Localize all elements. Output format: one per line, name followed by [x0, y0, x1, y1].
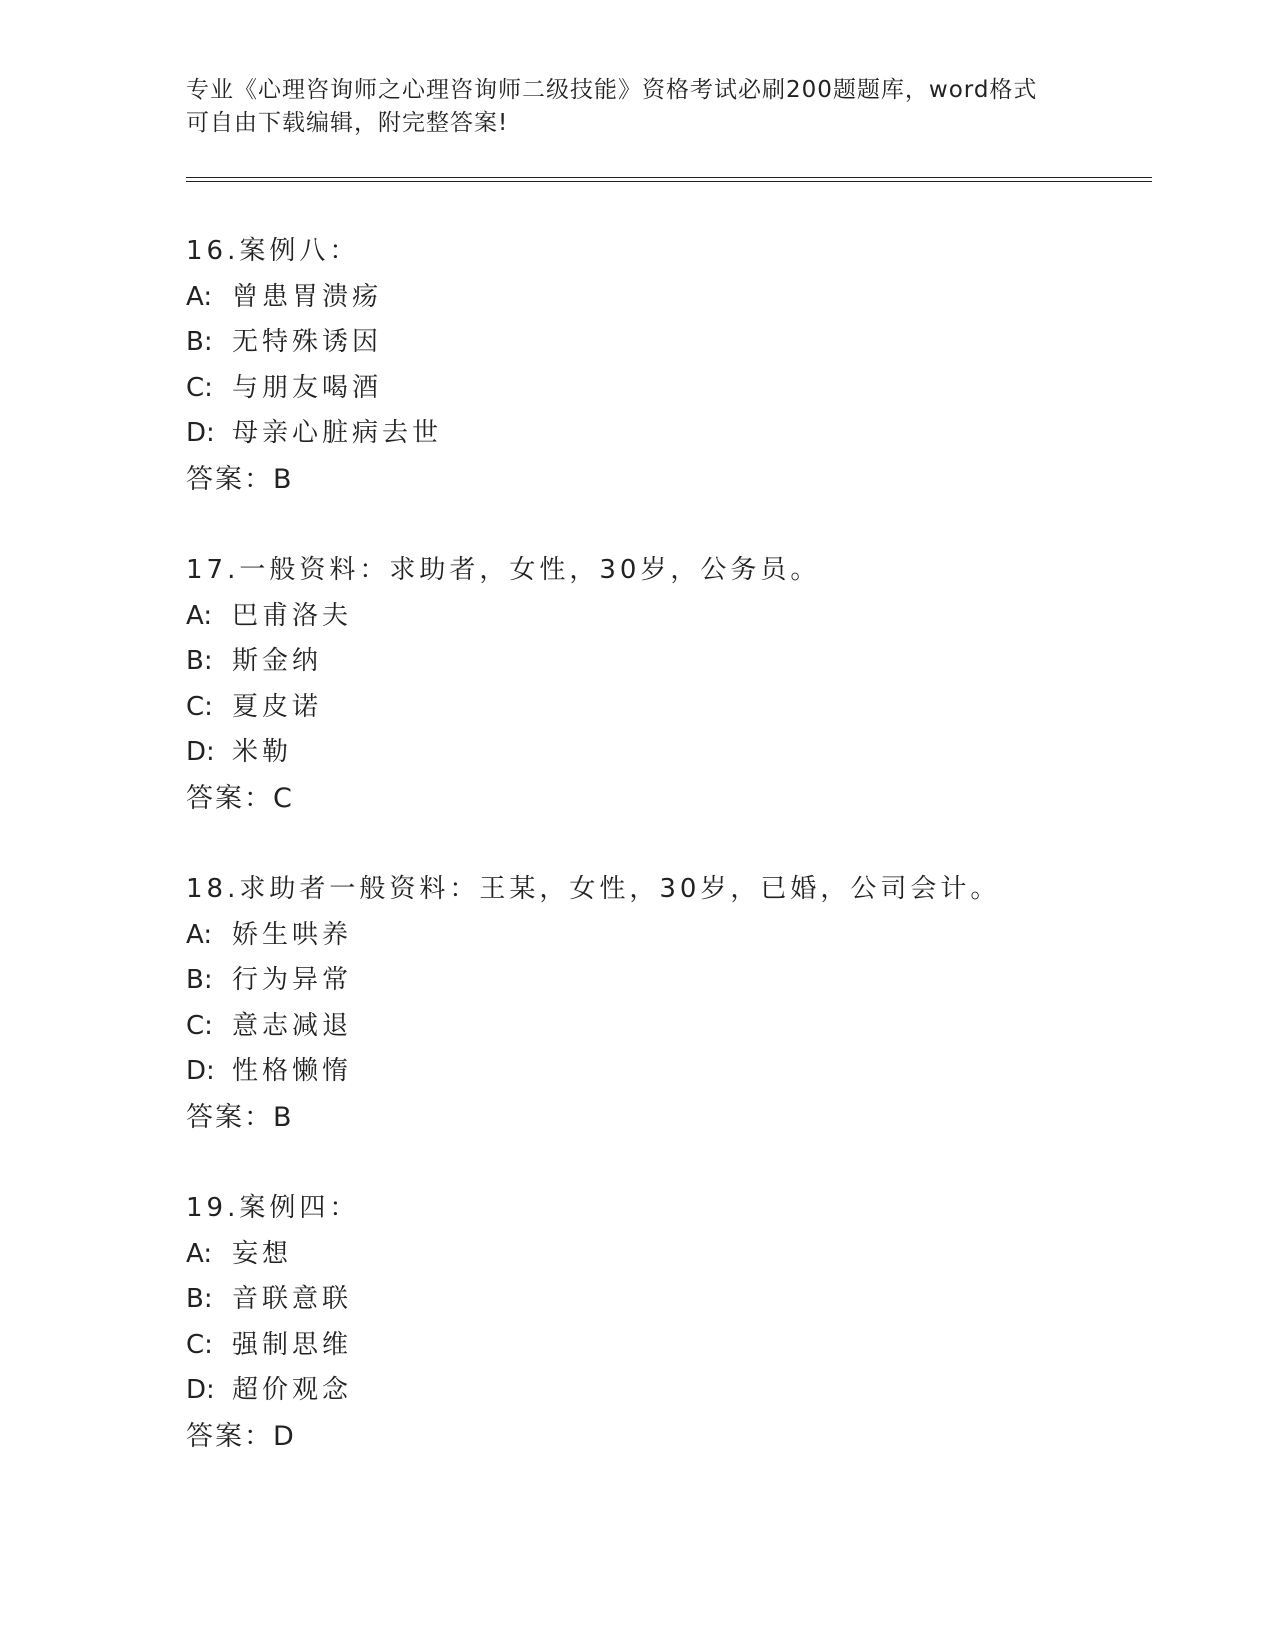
header-divider-bottom: [186, 181, 1152, 182]
option-letter: C:: [186, 372, 213, 403]
option-text: 娇生哄养: [232, 919, 353, 950]
option-a: [186, 1232, 1166, 1278]
question-18: [186, 867, 1166, 1140]
option-text: 米勒: [232, 737, 293, 767]
option-text: 意志减退: [232, 1010, 353, 1041]
option-letter: C:: [186, 1010, 213, 1041]
answer-label: 答案：: [186, 1101, 273, 1133]
answer-value: C: [273, 782, 293, 814]
answer-label: 答案：: [186, 463, 273, 495]
option-text: 夏皮诺: [232, 691, 323, 722]
option-text: 曾患胃溃疡: [232, 281, 383, 312]
option-text: 性格懒惰: [232, 1056, 353, 1086]
question-stem: 17.一般资料：求助者，女性，30岁，公务员。: [186, 555, 821, 585]
answer-line: [186, 457, 1166, 503]
option-c: [186, 1323, 1166, 1369]
option-text: 无特殊诱因: [232, 327, 383, 357]
option-d: [186, 411, 1166, 457]
answer-line: [186, 1095, 1166, 1141]
option-c: [186, 685, 1166, 731]
option-a: [186, 913, 1166, 959]
answer-value: B: [273, 463, 293, 495]
option-d: [186, 730, 1166, 776]
answer-value: B: [273, 1101, 293, 1133]
header-divider-top: [186, 177, 1152, 178]
question-stem: 19.案例四：: [186, 1193, 360, 1223]
answer-line: [186, 1414, 1166, 1460]
answer-value: D: [273, 1420, 295, 1452]
question-stem: 16.案例八：: [186, 236, 360, 266]
option-letter: B:: [186, 327, 213, 357]
option-b: [186, 320, 1166, 366]
option-b: [186, 1277, 1166, 1323]
question-stem: 18.求助者一般资料：王某，女性，30岁，已婚，公司会计。: [186, 874, 1001, 904]
option-letter: A:: [186, 600, 213, 631]
answer-label: 答案：: [186, 782, 273, 814]
header-line-1: 专业《心理咨询师之心理咨询师二级技能》资格考试必刷200题题库，word格式: [186, 77, 1038, 103]
question-17: [186, 548, 1166, 821]
option-text: 斯金纳: [232, 646, 323, 676]
option-d: [186, 1368, 1166, 1414]
option-b: [186, 639, 1166, 685]
option-text: 超价观念: [232, 1375, 353, 1405]
option-d: [186, 1049, 1166, 1095]
option-text: 行为异常: [232, 965, 353, 995]
option-text: 母亲心脏病去世: [232, 418, 443, 448]
option-text: 巴甫洛夫: [232, 600, 353, 631]
option-c: [186, 366, 1166, 412]
option-text: 音联意联: [232, 1284, 353, 1314]
document-header: [186, 74, 1086, 140]
option-letter: A:: [186, 1238, 213, 1269]
option-letter: D:: [186, 418, 215, 448]
question-19: [186, 1186, 1166, 1459]
option-text: 妄想: [232, 1238, 293, 1269]
option-letter: B:: [186, 646, 213, 676]
option-letter: C:: [186, 691, 213, 722]
option-letter: D:: [186, 1056, 215, 1086]
option-c: [186, 1004, 1166, 1050]
question-16: [186, 229, 1166, 502]
option-text: 与朋友喝酒: [232, 372, 383, 403]
option-letter: A:: [186, 919, 213, 950]
option-letter: C:: [186, 1329, 213, 1360]
option-letter: A:: [186, 281, 213, 312]
option-b: [186, 958, 1166, 1004]
answer-line: [186, 776, 1166, 822]
option-text: 强制思维: [232, 1329, 353, 1360]
option-a: [186, 594, 1166, 640]
option-letter: B:: [186, 1284, 213, 1314]
option-letter: D:: [186, 737, 215, 767]
answer-label: 答案：: [186, 1420, 273, 1452]
option-a: [186, 275, 1166, 321]
header-line-2: 可自由下载编辑，附完整答案!: [186, 110, 509, 136]
option-letter: B:: [186, 965, 213, 995]
option-letter: D:: [186, 1375, 215, 1405]
